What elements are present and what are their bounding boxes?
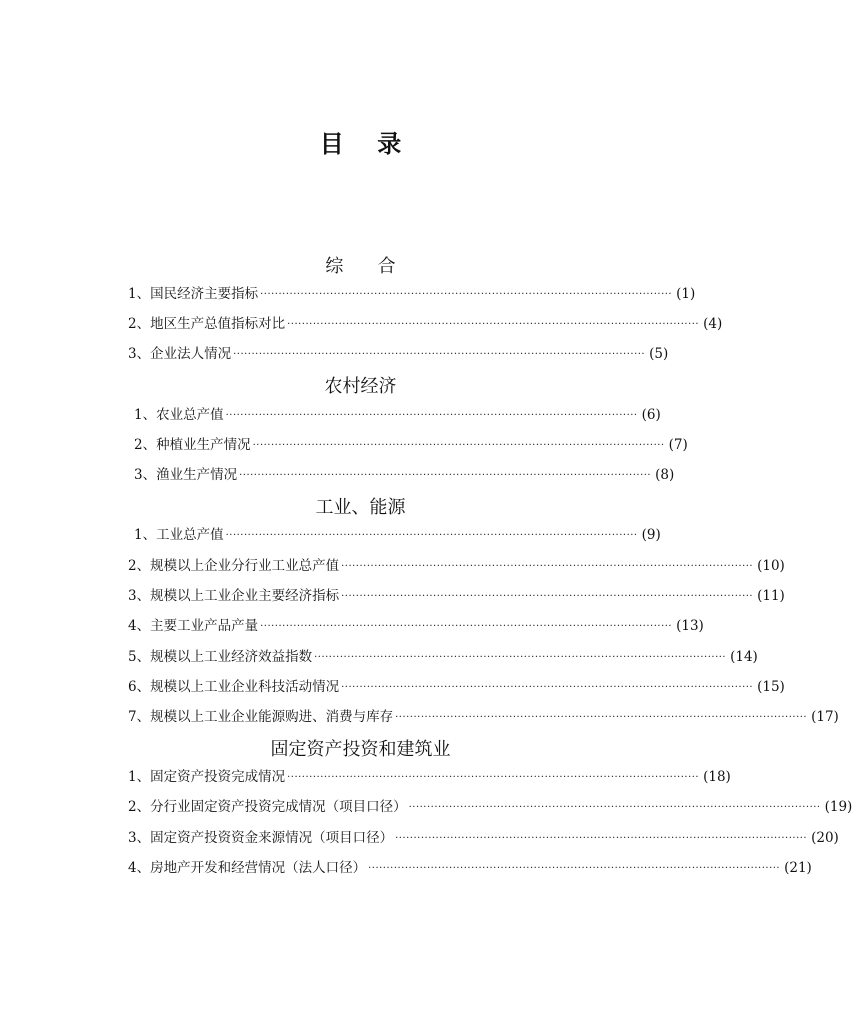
entry-label: 固定资产投资资金来源情况（项目口径）: [150, 830, 394, 846]
entry-page: (7): [668, 437, 688, 453]
entry-page: (19): [824, 799, 852, 815]
toc-entry[interactable]: [128, 766, 731, 788]
entry-number: 2、: [128, 316, 151, 332]
entry-number: 1、: [128, 286, 151, 302]
toc-entry[interactable]: [134, 404, 661, 426]
section-heading-industry-energy: 工业、能源: [315, 497, 406, 518]
entry-number: 6、: [128, 679, 151, 695]
entry-number: 3、: [128, 346, 151, 362]
dot-leader: ················································································································: [239, 470, 652, 481]
dot-leader: ················································································································: [341, 591, 754, 602]
toc-entry[interactable]: [128, 796, 852, 818]
entry-label: 分行业固定资产投资完成情况（项目口径）: [150, 799, 407, 815]
entry-number: 5、: [128, 649, 151, 665]
toc-entry[interactable]: [128, 676, 785, 698]
entry-label: 种植业生产情况: [156, 437, 251, 453]
entry-page: (17): [811, 709, 839, 725]
toc-entry[interactable]: [128, 646, 758, 668]
entry-page: (10): [757, 558, 785, 574]
entry-number: 3、: [128, 588, 151, 604]
dot-leader: ················································································································: [287, 319, 700, 330]
entry-number: 2、: [134, 437, 157, 453]
entry-label: 企业法人情况: [150, 346, 232, 362]
entry-label: 规模以上工业经济效益指数: [150, 649, 313, 665]
dot-leader: ················································································································: [225, 530, 638, 541]
entry-label: 规模以上工业企业能源购进、消费与库存: [150, 709, 394, 725]
dot-leader: ················································································································: [260, 621, 673, 632]
toc-entry[interactable]: [134, 524, 661, 546]
toc-entry[interactable]: [128, 706, 839, 728]
entry-label: 地区生产总值指标对比: [150, 316, 286, 332]
entry-label: 渔业生产情况: [156, 467, 238, 483]
entry-number: 4、: [128, 860, 151, 876]
entry-label: 国民经济主要指标: [150, 286, 259, 302]
entry-page: (9): [641, 527, 661, 543]
dot-leader: ················································································································: [287, 772, 700, 783]
entry-page: (6): [641, 407, 661, 423]
entry-label: 固定资产投资完成情况: [150, 769, 286, 785]
toc-entry[interactable]: [128, 857, 812, 879]
dot-leader: ················································································································: [341, 682, 754, 693]
section-heading-comprehensive: 综 合: [325, 256, 396, 277]
toc-entry[interactable]: [128, 585, 785, 607]
entry-page: (11): [757, 588, 785, 604]
entry-number: 1、: [134, 407, 157, 423]
dot-leader: ················································································································: [314, 652, 727, 663]
entry-label: 规模以上工业企业科技活动情况: [150, 679, 340, 695]
entry-number: 7、: [128, 709, 151, 725]
toc-entry[interactable]: [134, 464, 675, 486]
dot-leader: ················································································································: [341, 561, 754, 572]
page-title: 目 录: [319, 130, 402, 158]
dot-leader: ················································································································: [395, 833, 808, 844]
toc-entry[interactable]: [134, 434, 688, 456]
entry-label: 规模以上企业分行业工业总产值: [150, 558, 340, 574]
entry-label: 房地产开发和经营情况（法人口径）: [150, 860, 367, 876]
entry-page: (8): [655, 467, 675, 483]
entry-page: (5): [649, 346, 669, 362]
dot-leader: ················································································································: [225, 410, 638, 421]
entry-page: (14): [730, 649, 758, 665]
entry-number: 1、: [134, 527, 157, 543]
toc-entry[interactable]: [128, 827, 839, 849]
dot-leader: ················································································································: [408, 802, 821, 813]
entry-number: 4、: [128, 618, 151, 634]
entry-number: 1、: [128, 769, 151, 785]
entry-label: 规模以上工业企业主要经济指标: [150, 588, 340, 604]
dot-leader: ················································································································: [233, 349, 646, 360]
entry-number: 3、: [134, 467, 157, 483]
entry-label: 工业总产值: [156, 527, 224, 543]
dot-leader: ················································································································: [260, 289, 673, 300]
entry-number: 3、: [128, 830, 151, 846]
entry-label: 主要工业产品产量: [150, 618, 259, 634]
dot-leader: ················································································································: [395, 712, 808, 723]
dot-leader: ················································································································: [368, 863, 781, 874]
entry-page: (21): [784, 860, 812, 876]
toc-entry[interactable]: [128, 343, 669, 365]
dot-leader: ················································································································: [252, 440, 665, 451]
section-heading-fixed-asset-construction: 固定资产投资和建筑业: [270, 739, 451, 760]
toc-entry[interactable]: [128, 313, 723, 335]
entry-number: 2、: [128, 558, 151, 574]
entry-page: (20): [811, 830, 839, 846]
entry-page: (18): [703, 769, 731, 785]
section-heading-rural-economy: 农村经济: [324, 376, 397, 397]
entry-page: (1): [676, 286, 696, 302]
entry-page: (4): [703, 316, 723, 332]
entry-page: (15): [757, 679, 785, 695]
entry-page: (13): [676, 618, 704, 634]
toc-entry[interactable]: [128, 283, 696, 305]
entry-number: 2、: [128, 799, 151, 815]
toc-entry[interactable]: [128, 615, 704, 637]
entry-label: 农业总产值: [156, 407, 224, 423]
toc-entry[interactable]: [128, 555, 785, 577]
